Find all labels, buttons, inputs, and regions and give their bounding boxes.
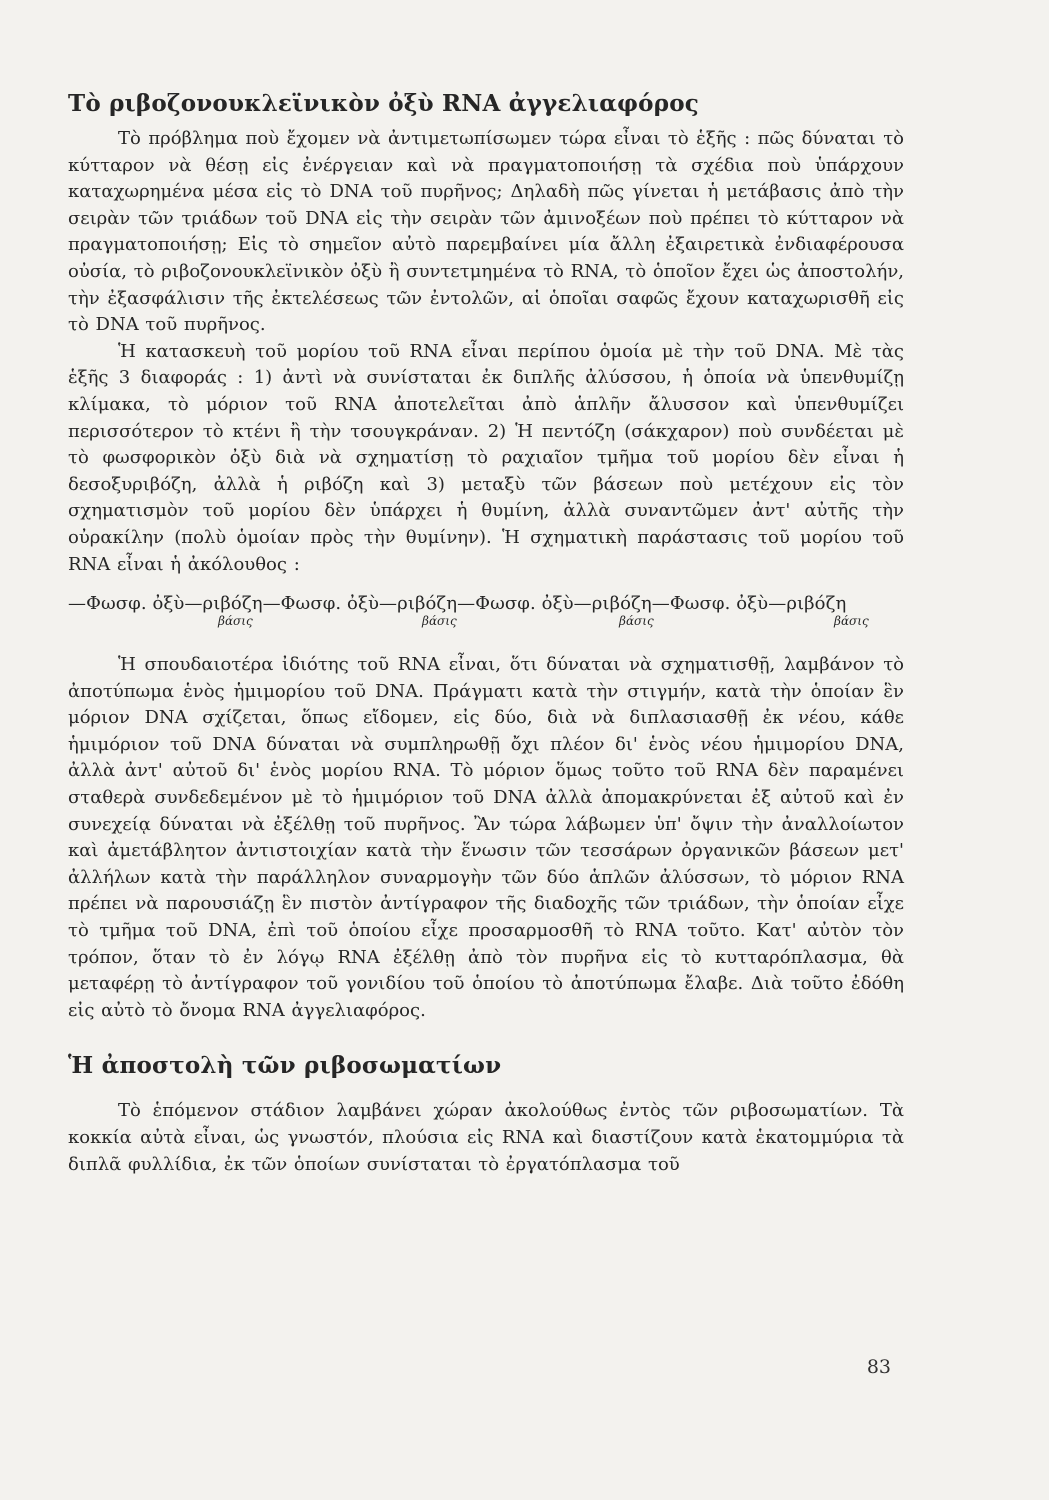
paragraph-rna-structure: Ἡ κατασκευὴ τοῦ μορίου τοῦ RNA εἶναι περίπου ὁμοία μὲ τὴν τοῦ DNA. Μὲ τὰς ἑξῆς 3 διαφοράς : 1) ἀντὶ νὰ συνίσταται ἐκ διπλῆς ἀλύσσου, ἡ ὁποία νὰ ὑπενθυμίζῃ κλίμακα, τὸ μόριον τοῦ RNA ἀποτελεῖται ἀπὸ ἁπλῆν ἄλυσσον καὶ ὑπενθυμίζει περισσότερον τὸ κτένι ἢ τὴν τσουγκράναν. 2) Ἡ πεντόζη (σάκχαρον) ποὺ συνδέεται μὲ τὸ φωσφορικὸν ὀξὺ διὰ νὰ σχηματίσῃ τὸ ραχιαῖον τμῆμα τοῦ μορίου δὲν εἶναι ἡ δεσοξυριβόζη, ἀλλὰ ἡ ριβόζη καὶ 3) μεταξὺ τῶν βάσεων ποὺ μετέχουν εἰς τὸν σχηματισμὸν τοῦ μορίου δὲν ὑπάρχει ἡ θυμίνη, ἀλλὰ συναντῶμεν ἀντ' αὐτῆς τὴν οὐρακίλην (πολὺ ὁμοίαν πρὸς τὴν θυμίνην). Ἡ σχηματικὴ παράστασις τοῦ μορίου τοῦ RNA εἶναι ἡ ἀκόλουθος : xyxy=(68,340,904,575)
base-label: βάσις xyxy=(422,614,457,629)
formula-base-labels xyxy=(68,616,904,632)
formula-chain: —Φωσφ. ὀξὺ—ριβόζη—Φωσφ. ὀξὺ—ριβόζη—Φωσφ. ὀξὺ—ριβόζη—Φωσφ. ὀξὺ—ριβόζη xyxy=(68,593,847,615)
base-label: βάσις xyxy=(834,614,869,629)
base-label: βάσις xyxy=(619,614,654,629)
rna-schematic-formula xyxy=(68,592,904,632)
section-title-rna-messenger: Τὸ ριβοζονουκλεϊνικὸν ὀξὺ RNA ἀγγελιαφόρος xyxy=(68,90,699,117)
paragraph-problem-statement: Τὸ πρόβλημα ποὺ ἔχομεν νὰ ἀντιμετωπίσωμεν τώρα εἶναι τὸ ἑξῆς : πῶς δύναται τὸ κύτταρον νὰ θέσῃ εἰς ἐνέργειαν καὶ νὰ πραγματοποιήσῃ τὰ σχέδια ποὺ ὑπάρχουν καταχωρημένα μέσα εἰς τὸ DNA τοῦ πυρῆνος; Δηλαδὴ πῶς γίνεται ἡ μετάβασις ἀπὸ τὴν σειρὰν τῶν τριάδων τοῦ DNA εἰς τὴν σειρὰν τῶν ἀμινοξέων ποὺ πρέπει τὸ κύτταρον νὰ πραγματοποιήσῃ; Εἰς τὸ σημεῖον αὐτὸ παρεμβαίνει μία ἄλλη ἐξαιρετικὰ ἐνδιαφέρουσα οὐσία, τὸ ριβοζονουκλεϊνικὸν ὀξὺ ἢ συντετμημένα τὸ RNA, τὸ ὁποῖον ἔχει ὡς ἀποστολήν, τὴν ἐξασφάλισιν τῆς ἐκτελέσεως τῶν ἐντολῶν, αἱ ὁποῖαι σαφῶς ἔχουν καταχωρισθῆ εἰς τὸ DNA τοῦ πυρῆνος. xyxy=(68,128,904,336)
page-content xyxy=(68,88,904,1178)
paragraph-rna-property: Ἡ σπουδαιοτέρα ἰδιότης τοῦ RNA εἶναι, ὅτι δύναται νὰ σχηματισθῇ, λαμβάνον τὸ ἀποτύπωμα ἑνὸς ἡμιμορίου τοῦ DNA. Πράγματι κατὰ τὴν στιγμήν, κατὰ τὴν ὁποίαν ἓν μόριον DNA σχίζεται, ὅπως εἴδομεν, εἰς δύο, διὰ νὰ διπλασιασθῇ ἐκ νέου, κάθε ἡμιμόριον τοῦ DNA δύναται νὰ συμπληρωθῇ ὄχι πλέον δι' ἑνὸς νέου ἡμιμορίου DNA, ἀλλὰ ἀντ' αὐτοῦ δι' ἑνὸς μορίου RNA. Τὸ μόριον ὅμως τοῦτο τοῦ RNA δὲν παραμένει σταθερὰ συνδεδεμένον μὲ τὸ ἡμιμόριον τοῦ DNA ἀλλὰ ἀπομακρύνεται ἐξ αὐτοῦ καὶ ἐν συνεχείᾳ δύναται νὰ ἐξέλθῃ τοῦ πυρῆνος. Ἂν τώρα λάβωμεν ὑπ' ὄψιν τὴν ἀναλλοίωτον καὶ ἀμετάβλητον ἀντιστοιχίαν κατὰ τὴν ἕνωσιν τῶν τεσσάρων ὀργανικῶν βάσεων μετ' ἀλλήλων κατὰ τὴν παράλληλον συναρμογὴν τῶν δύο ἁπλῶν ἀλύσσων, τὸ μόριον RNA πρέπει νὰ παρουσιάζῃ ἓν πιστὸν ἀντίγραφον τῆς διαδοχῆς τῶν τριάδων, τὴν ὁποίαν εἶχε τὸ τμῆμα τοῦ DNA, ἐπὶ τοῦ ὁποίου εἶχε προσαρμοσθῆ τὸ RNA τοῦτο. Κατ' αὐτὸν τὸν τρόπον, ὅταν τὸ ἐν λόγῳ RNA ἐξέλθῃ ἀπὸ τὸν πυρῆνα εἰς τὸ κυτταρόπλασμα, θὰ μεταφέρῃ τὸ ἀντίγραφον τοῦ γονιδίου τοῦ ὁποίου τὸ ἀποτύπωμα ἔλαβε. Διὰ τοῦτο ἐδόθη εἰς αὐτὸ τὸ ὄνομα RNA ἀγγελιαφόρος. xyxy=(68,654,904,1021)
section-title-ribosomes: Ἡ ἀποστολὴ τῶν ριβοσωματίων xyxy=(68,1052,502,1080)
paragraph-ribosomes: Τὸ ἑπόμενον στάδιον λαμβάνει χώραν ἀκολούθως ἐντὸς τῶν ριβοσωματίων. Τὰ κοκκία αὐτὰ εἶναι, ὡς γνωστόν, πλούσια εἰς RNA καὶ διαστίζουν κατὰ ἑκατομμύρια τὰ διπλᾶ φυλλίδια, ἐκ τῶν ὁποίων συνίσταται τὸ ἐργατόπλασμα τοῦ xyxy=(68,1100,904,1175)
page-number: 83 xyxy=(866,1356,891,1378)
base-label: βάσις xyxy=(218,614,253,629)
